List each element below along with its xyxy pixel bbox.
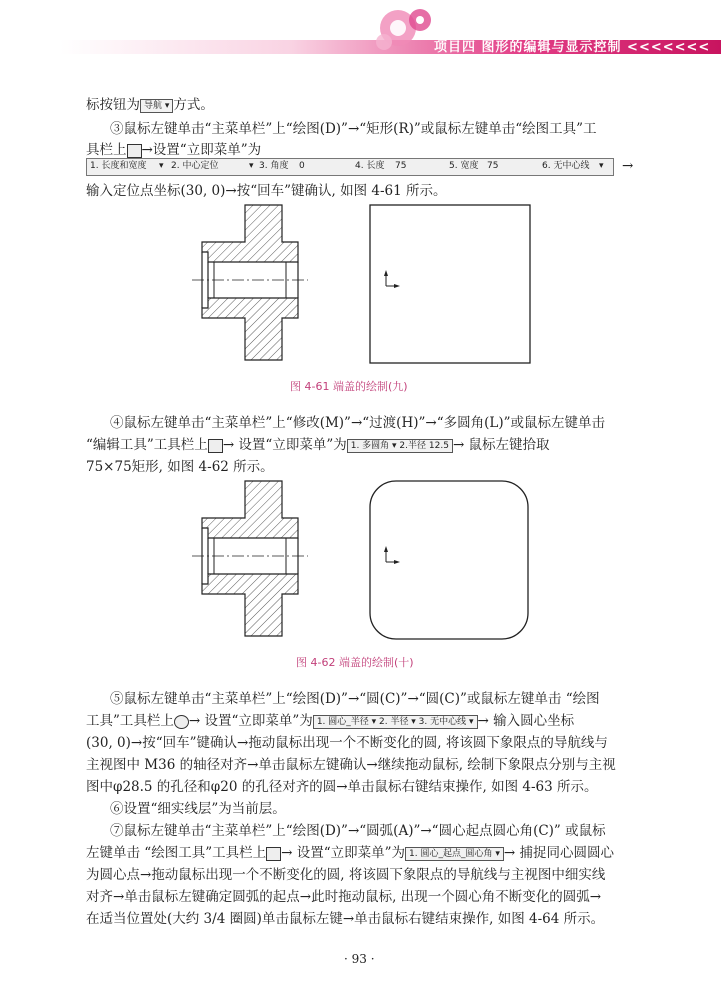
paragraph-line: 在适当位置处(大约 3/4 圈圆)单击鼠标左键→单击鼠标右键结束操作, 如图 4-64 所示。 [86,911,605,927]
page-header [0,0,721,60]
menu-value: 0 [299,161,305,171]
gear-icon [368,2,438,54]
paragraph-line: 为圆心点→拖动鼠标出现一个不断变化的圆, 将该圆下象限点的导航线与主视图中细实线 [86,867,606,883]
page-number: · 93 · [344,952,375,966]
paragraph-line: 输入定位点坐标(30, 0)→按“回车”键确认, 如图 4-61 所示。 [86,183,447,199]
immediate-menu-arc: 1. 圆心_起点_圆心角 ▾ [405,847,504,861]
menu-field: 2. 中心定位 [171,161,219,171]
immediate-menu-fillet: 1. 多圆角 ▾ 2.半径 12.5 [347,439,453,453]
paragraph-line: 图中φ28.5 的孔径和φ20 的孔径对齐的圆→单击鼠标右键结束操作, 如图 4-63 所示。 [86,779,598,795]
menu-field: 6. 无中心线 [542,161,590,171]
chevron-down-icon: ▾ [249,161,254,171]
menu-field: 2.半径 [399,440,427,451]
paragraph-line: ⑦鼠标左键单击“主菜单栏”上“绘图(D)”→“圆弧(A)”→“圆心起点圆心角(C)” 或鼠标 [110,823,606,839]
menu-value: 75 [395,161,407,171]
circle-tool-icon [174,715,189,729]
text: →设置“立即菜单”为 [141,142,262,158]
paragraph-line: ④鼠标左键单击“主菜单栏”上“修改(M)”→“过渡(H)”→“多圆角(L)”或鼠标左键单击 [110,415,605,431]
text: → 捕捉同心圆圆心 [503,845,614,861]
immediate-menu-circle: 1. 圆心_半径 ▾ 2. 半径 ▾ 3. 无中心线 ▾ [313,715,478,729]
paragraph [86,94,214,116]
paragraph-line: (30, 0)→按“回车”键确认→拖动鼠标出现一个不断变化的圆, 将该圆下象限点的导航线与 [86,735,608,751]
arrow: → [622,158,634,174]
menu-field: 3. 角度 [259,161,289,171]
nav-mode-box: 导航 ▾ [140,99,173,113]
paragraph-line: ⑥设置“细实线层”为当前层。 [110,801,286,817]
text: 左键单击 “绘图工具”工具栏上 [86,845,267,861]
menu-field: 1. 多圆角 [350,440,390,451]
menu-field: 5. 宽度 [449,161,479,171]
text: 工具”工具栏上 [86,713,174,729]
paragraph-line: 对齐→单击鼠标左键确定圆弧的起点→此时拖动鼠标, 出现一个圆心角不断变化的圆弧→ [86,889,602,905]
paragraph-line [86,842,614,864]
paragraph-line [86,434,550,456]
text: 标按钮为 [86,97,140,113]
text: → 设置“立即菜单”为 [222,437,347,453]
text: “编辑工具”工具栏上 [86,437,208,453]
paragraph-line [86,710,574,732]
header-title: 项目四 图形的编辑与显示控制 <<<<<<< [434,40,711,55]
menu-field: 4. 长度 [355,161,385,171]
rectangle-tool-icon [127,144,142,158]
fillet-tool-icon [208,439,223,453]
figure-caption: 图 4-61 端盖的绘制(九) [290,380,408,393]
text: 方式。 [173,97,214,113]
text: 具栏上 [86,142,127,158]
paragraph-line: 75×75矩形, 如图 4-62 所示。 [86,459,274,475]
immediate-menu-rect [86,158,614,176]
text: → 输入圆心坐标 [477,713,575,729]
text: → 鼠标左键拾取 [452,437,550,453]
paragraph-line: 主视图中 M36 的轴径对齐→单击鼠标左键确认→继续拖动鼠标, 绘制下象限点分别与主视 [86,757,616,773]
text: → 设置“立即菜单”为 [188,713,313,729]
chevron-down-icon: ▾ [599,161,604,171]
arc-tool-icon [266,847,281,861]
figure-caption: 图 4-62 端盖的绘制(十) [296,656,414,669]
figure-4-61 [190,200,540,370]
menu-field: 1. 长度和宽度 [90,161,147,171]
text: → 设置“立即菜单”为 [281,845,406,861]
chevron-down-icon: ▾ [159,161,164,171]
figure-4-62 [190,476,540,646]
paragraph-line: ⑤鼠标左键单击“主菜单栏”上“绘图(D)”→“圆(C)”→“圆(C)”或鼠标左键单击 “绘图 [110,691,600,707]
paragraph-line: ③鼠标左键单击“主菜单栏”上“绘图(D)”→“矩形(R)”或鼠标左键单击“绘图工具”工 [110,121,597,137]
menu-value: 75 [487,161,499,171]
menu-value: 12.5 [428,440,449,451]
